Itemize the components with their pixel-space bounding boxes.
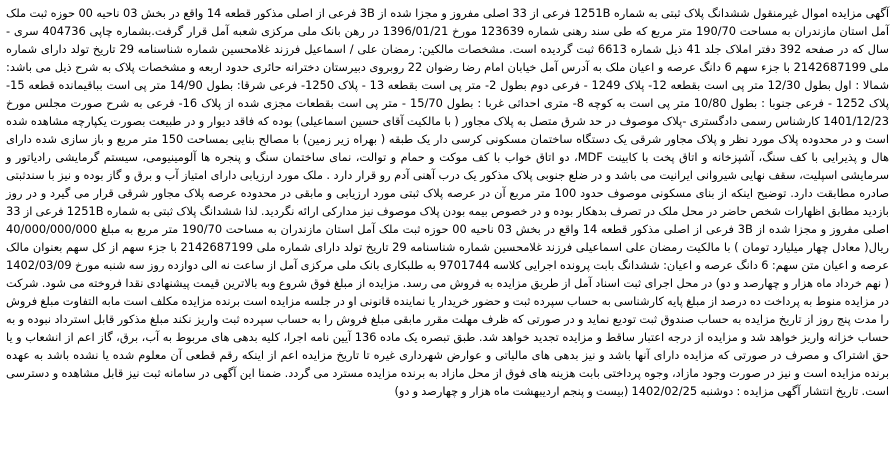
auction-notice-text: آگهی مزایده اموال غیرمنقول ششدانگ پلاک ثبتی به شماره 1251B فرعی از 33 اصلی مفروز و مجزا شده از 3B فرعی از اصلی مذکور قطعه 14 واقع در بخش 03 ناحیه 00 حوزه ثبت ملک آمل استان مازندران به مساحت 190/70 متر مربع که طی سند رهنی شماره 123639 مورخ 1396/01/21 در رهن بانک ملی مرکزی شعبه آمل قرار گرفت.بشماره چاپی 404736 سری - سال که در صفحه 392 دفتر املاک جلد 41 ذیل شماره 6613 ثبت گردیده است. مشخصات مالکین: رمضان علی / اسماعیل فرزند غلامحسین شماره شناسنامه 29 تاریخ تولد دارای شماره ملی 2142687199 با جزء سهم 6 دانگ عرصه و اعیان ملک به آدرس آمل خیابان امام رضا رضوان 22 روبروی دبیرستان دخترانه حائری حدود اربعه و مشخصات پلاک به شرح ذیل می باشد: شمالا : اول بطول 12/30 متر پی است بقطعه 12- پلاک 1249 - فرعی دوم بطول 2- متر پی است بقطعه 13 - پلاک 1250- فرعی شرقا: بطول 14/90 متر پی است بباقیمانده قطعه 15- پلاک 1252 - فرعی جنوبا : بطول 10/80 متر پی است به کوچه 8- متری احداثی غربا : بطول 15/70 - متر پی است بقطعات مجزی شده از پلاک 16- فرعی به شرح صورت مجلس مورخ 1401/12/23 کارشناس رسمی دادگستری -پلاک موصوف در حد شرق متصل به پلاک مجاور ( با مالکیت آقای حسین اسماعیلی) بوده که فاقد دیوار و در طبیعت بصورت یکپارچه مشاهده شده است و در محدوده پلاک مورد نظر و پلاک مجاور شرقی یک دستگاه ساختمان مسکونی کرسی دار یک طبقه ( بهراه زیر زمین) با مصالح بنایی بمساحت 150 متر مربع و باز سازی شده دارای هال و پذیرایی با کف سنگ، آشپزخانه و اتاق پخت با کابینت MDF، دو اتاق خواب با کف موکت و حمام و توالت، نمای ساختمان سنگ و پنجره ها آلومینیومی، سیستم گرمایشی رادیاتور و سرمایشی اسپلیت، سقف نهایی شیروانی ایرانیت می باشد و در ضلع جنوبی پلاک مذکور یک درب آهنی آدم رو قرار دارد . ملک مورد ارزیابی دارای امتیاز آب و برق و گاز بوده و نیز با سندثبتی صادره مطابقت دارد. توضیح اینکه از بنای مسکونی موصوف حدود 100 متر مربع آن در عرصه پلاک ثبتی مورد ارزیابی و مابقی در محدوده عرصه پلاک مجاور شرقی قرار می گیرد و در روز بازدید مطابق اظهارات شخص حاضر در محل ملک در تصرف بدهکار بوده و در خصوص بیمه بودن پلاک موصوف نیز مدارکی ارائه نگردید. لذا ششدانگ پلاک ثبتی به شماره 1251B فرعی از 33 اصلی مفروز و مجزا شده از 3B فرعی از اصلی مذکور قطعه 14 واقع در بخش 03 ناحیه 00 حوزه ثبت ملک آمل استان مازندران به مساحت 190/70 متر مربع به مبلغ 40/000/000/000 ریال( معادل چهار میلیارد تومان ) با مالکیت رمضان علی اسماعیلی فرزند غلامحسین شماره شناسنامه 29 تاریخ تولد دارای شماره ملی 2142687199 با جزء سهم از کل سهم بعنوان مالک عرصه و اعیان متن سهم: 6 دانگ عرصه و اعیان: ششدانگ بابت پرونده اجرایی کلاسه 9701744 به طلبکاری بانک ملی مرکزی آمل از ساعت نه الی دوازده روز سه شنبه مورخ 1402/03/09 ( نهم خرداد ماه هزار و چهارصد و دو) در محل اجرای ثبت اسناد آمل از طریق مزایده به فروش می رسد. مزایده از مبلغ فوق شروع وبه بالاترین قیمت پیشنهادی نقدا فروخته می شود. شرکت در مزایده منوط به پرداخت ده درصد از مبلغ پایه کارشناسی به حساب سپرده ثبت و حضور خریدار یا نماینده قانونی او در جلسه مزایده است برنده مزایده مکلف است مابه التفاوت مبلغ فروش را مدت پنج روز از تاریخ مزایده به حساب صندوق ثبت تودیع نماید و در صورتی که ظرف مهلت مقرر مابقی مبلغ فروش را به حساب سپرده ثبت واریز نکند مبلغ مذکور قابل استرداد نبوده و به حساب خزانه واریز خواهد شد و مزایده از درجه اعتبار ساقط و مزایده تجدید خواهد شد. طبق تبصره یک ماده 136 آیین نامه اجرا، کلیه بدهی های مربوط به آب، برق، گاز اعم از انشعاب و یا حق اشتراک و مصرف در صورتی که مزایده دارای آنها باشد و نیز بدهی های مالیاتی و عوارض شهرداری غیره تا تاریخ مزایده اعم از اینکه رقم قطعی آن معلوم شده یا نشده باشد به عهده برنده مزایده است و نیز در صورت وجود مازاد، وجوه پرداختی بابت هزینه های فوق از محل مازاد به برنده مزایده مسترد می گردد. ضمنا این آگهی در سامانه ثبت نیز قابل مشاهده و دسترسی است. تاریخ انتشار آگهی مزایده : دوشنبه 1402/02/25 (بیست و پنجم اردیبهشت ماه هزار و چهارصد و دو) — [6, 6, 890, 398]
